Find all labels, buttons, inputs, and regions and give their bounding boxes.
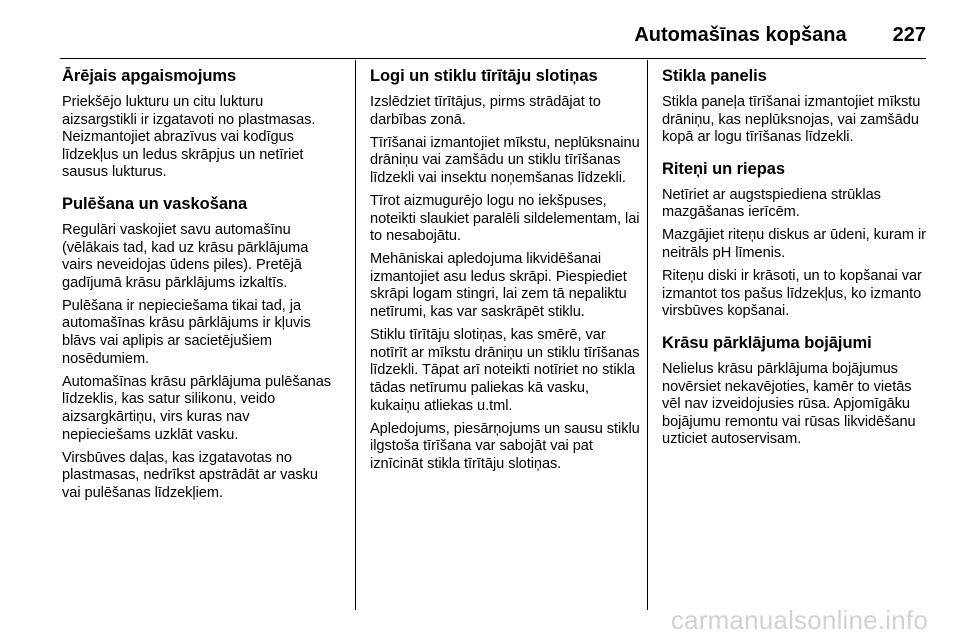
paragraph: Mazgājiet riteņu diskus ar ūdeni, kuram ir neitrāls pH līmenis. [662,227,926,262]
column-middle [370,64,640,479]
heading-glass-panel: Stikla panelis [662,67,767,85]
paragraph: Mehāniskai apledojuma likvidēšanai izmantojiet asu ledus skrāpi. Piespiediet skrāpi logam stingri, lai zem tā nepaliktu netīrumi, kas var saskrāpēt stiklu. [370,251,627,321]
paragraph: Virsbūves daļas, kas izgatavotas no plastmasas, nedrīkst apstrādāt ar vasku vai pulēšanas līdzekļiem. [62,449,318,501]
column-left [62,64,340,508]
heading-polishing-waxing: Pulēšana un vaskošana [62,194,248,213]
paragraph: Pulēšana ir nepieciešama tikai tad, ja automašīnas krāsu pārklājums ir kļuvis blāvs vai aplipis ar sacietējušiem nosēdumiem. [62,297,311,367]
watermark-text: carmanualsonline.info [670,605,928,635]
heading-exterior-lighting: Ārējais apgaismojums [62,67,237,85]
column-divider-2 [647,60,648,610]
page-header [60,24,926,58]
paragraph: Izslēdziet tīrītājus, pirms strādājat to darbības zonā. [370,94,601,128]
paragraph: Nelielus krāsu pārklājuma bojājumus novērsiet nekavējoties, kamēr to vietās vēl nav izveidojusies rūsa. Apjomīgāku bojājumu remontu vai rūsas likvidēšanu uzticiet autoservisam. [662,360,916,448]
section-title: Automašīnas kopšana [634,24,847,46]
paragraph: Tīrīšanai izmantojiet mīkstu, neplūksnainu drāniņu vai zamšādu un stiklu tīrīšanas līdzekli vai insektu noņemšanas līdzekli. [370,134,640,186]
paragraph: Tīrot aizmugurējo logu no iekšpuses, noteikti slaukiet paralēli sildelementam, lai to nesabojātu. [370,192,640,245]
heading-paint-damage: Krāsu pārklājuma bojājumi [662,333,872,352]
heading-wheels-tyres: Riteņi un riepas [662,159,785,178]
paragraph: Apledojums, piesārņojums un sausu stiklu ilgstoša tīrīšana var sabojāt vai pat iznīcināt stikla tīrītāju slotiņas. [370,420,640,472]
paragraph: Priekšējo lukturu un citu lukturu aizsargstikli ir izgatavoti no plastmasas. Neizmantojiet abrazīvus vai kodīgus līdzekļus un ledus skrāpjus un netīriet sausus lukturus. [62,94,316,181]
column-divider-1 [355,60,356,610]
paragraph: Stikla paneļa tīrīšanai izmantojiet mīkstu drāniņu, kas neplūksnojas, vai zamšādu kopā ar logu tīrīšanas līdzekli. [662,94,921,146]
heading-windows-wipers: Logi un stiklu tīrītāju slotiņas [370,67,598,85]
column-right [662,64,932,454]
paragraph: Regulāri vaskojiet savu automašīnu (vēlākais tad, kad uz krāsu pārklājuma vairs neveidojas ūdens piles). Pretējā gadījumā krāsu pārklājums izkaltīs. [62,221,309,291]
paragraph: Riteņu diski ir krāsoti, un to kopšanai var izmantot tos pašus līdzekļus, ko izmanto virsbūves kopšanai. [662,268,922,320]
paragraph: Netīriet ar augstspiediena strūklas mazgāšanas ierīcēm. [662,186,881,221]
header-divider [60,58,926,59]
paragraph: Stiklu tīrītāju slotiņas, kas smērē, var notīrīt ar mīkstu drāniņu un stiklu tīrīšanas līdzekli. Tāpat arī noteikti notīriet no stikla tādas netīrumu paliekas kā vasku, kukaiņu atliekas u.tml. [370,327,640,414]
paragraph: Automašīnas krāsu pārklājuma pulēšanas līdzeklis, kas satur silikonu, veido aizsargkārtiņu, virs kuras nav nepieciešams uzklāt vasku. [62,373,332,443]
page-number: 227 [892,24,926,46]
